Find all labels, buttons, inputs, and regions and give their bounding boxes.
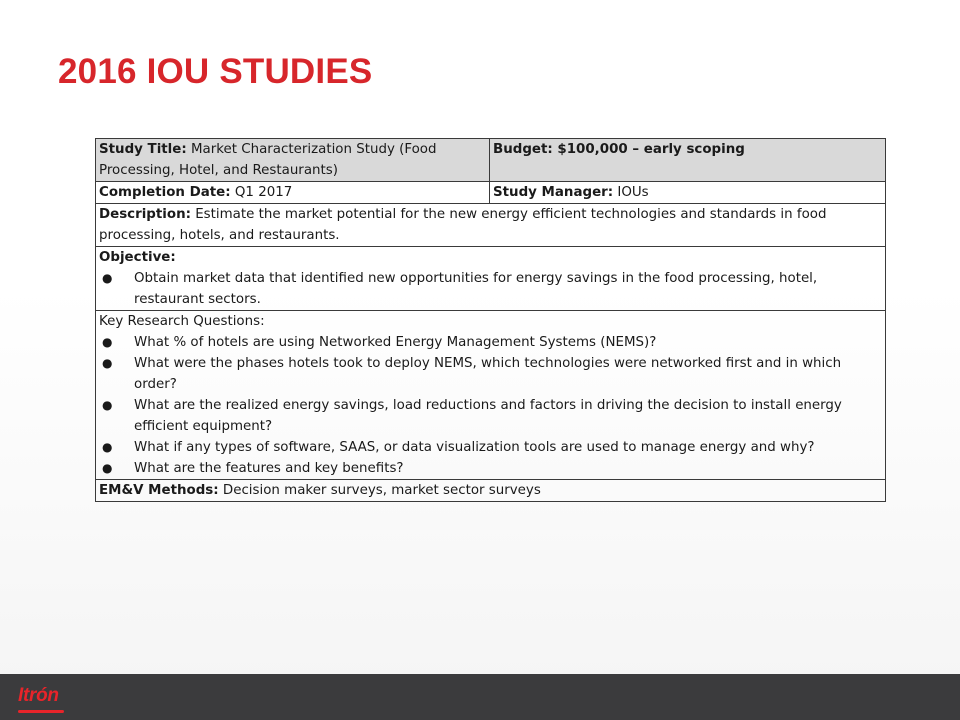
study-title-cell — [96, 139, 490, 182]
list-item — [99, 268, 882, 310]
completion-cell — [96, 182, 490, 204]
study-title-value: Market Characterization Study (Food Processing, Hotel, and Restaurants) — [99, 142, 437, 178]
question-text: What are the features and key benefits? — [134, 461, 404, 476]
bullet-icon: ● — [102, 461, 113, 475]
list-item — [99, 395, 882, 437]
completion-value: Q1 2017 — [230, 185, 293, 200]
completion-row — [96, 182, 886, 204]
description-label: Description: — [99, 207, 191, 222]
study-title-label: Study Title: — [99, 142, 187, 157]
question-text: What are the realized energy savings, load reductions and factors in driving the decision to install energy efficient equipment? — [134, 398, 842, 434]
budget-cell — [490, 139, 886, 182]
description-row — [96, 204, 886, 247]
footer-bar — [0, 674, 960, 720]
bullet-icon: ● — [102, 335, 113, 349]
question-text: What were the phases hotels took to deploy NEMS, which technologies were networked first and in which order? — [134, 356, 842, 392]
questions-list — [99, 332, 882, 479]
bullet-icon: ● — [102, 398, 113, 412]
manager-label: Study Manager: — [493, 185, 614, 200]
manager-cell — [490, 182, 886, 204]
manager-value: IOUs — [613, 185, 649, 200]
objective-row — [96, 247, 886, 311]
objective-label: Objective: — [99, 250, 176, 265]
methods-row — [96, 480, 886, 502]
methods-label: EM&V Methods: — [99, 483, 219, 498]
questions-cell — [96, 311, 886, 480]
slide-title: 2016 IOU STUDIES — [58, 52, 373, 91]
question-text: What % of hotels are using Networked Energy Management Systems (NEMS)? — [134, 335, 657, 350]
bullet-icon: ● — [102, 271, 113, 285]
list-item — [99, 437, 882, 458]
objective-text: Obtain market data that identified new opportunities for energy savings in the food processing, hotel, restaurant sectors. — [134, 271, 818, 307]
methods-cell — [96, 480, 886, 502]
questions-label: Key Research Questions: — [99, 314, 265, 329]
header-row — [96, 139, 886, 182]
objective-list — [99, 268, 882, 310]
list-item — [99, 332, 882, 353]
question-text: What if any types of software, SAAS, or data visualization tools are used to manage energy and why? — [134, 440, 815, 455]
list-item — [99, 353, 882, 395]
bullet-icon: ● — [102, 440, 113, 454]
methods-value: Decision maker surveys, market sector surveys — [218, 483, 541, 498]
logo-swoosh-icon — [18, 710, 64, 713]
objective-cell — [96, 247, 886, 311]
description-cell — [96, 204, 886, 247]
questions-row — [96, 311, 886, 480]
study-table — [95, 138, 886, 502]
completion-label: Completion Date: — [99, 185, 231, 200]
budget-text: Budget: $100,000 – early scoping — [493, 142, 745, 157]
bullet-icon: ● — [102, 356, 113, 370]
itron-logo: Itrón — [18, 685, 59, 706]
list-item — [99, 458, 882, 479]
description-value: Estimate the market potential for the new energy efficient technologies and standards in food processing, hotels, and restaurants. — [99, 207, 827, 243]
